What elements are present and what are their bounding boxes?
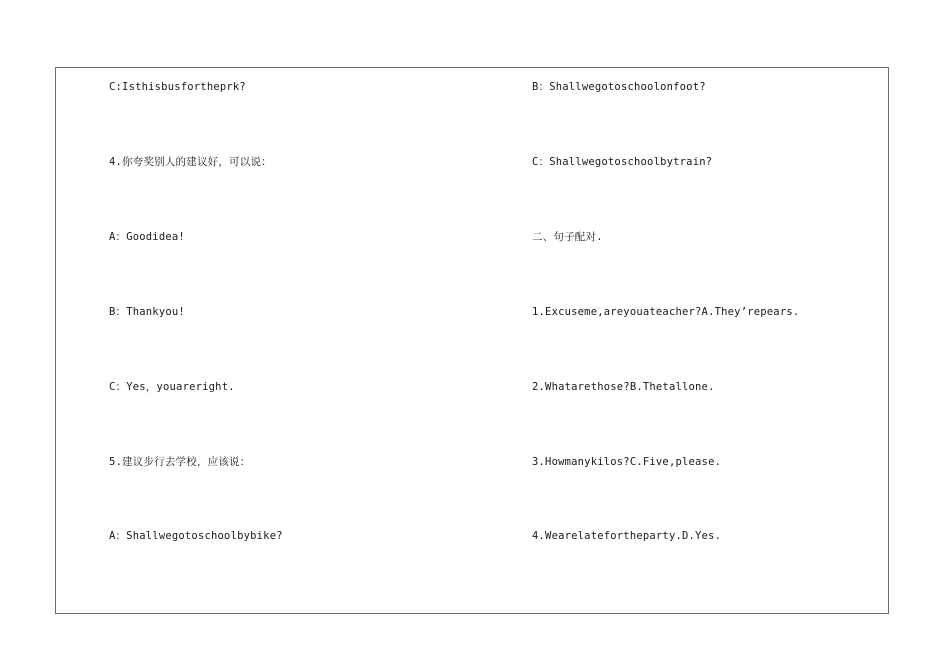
- matching-item-3: 3.Howmanykilos?C.Five,please.: [532, 456, 722, 468]
- left-line-1: C:Isthisbusfortheprk?: [109, 81, 246, 93]
- matching-item-1: 1.Excuseme,areyouateacher?A.They’repears.: [532, 306, 800, 318]
- left-line-5: C：Yes，youareright.: [109, 381, 235, 393]
- left-line-4: B：Thankyou!: [109, 306, 185, 318]
- right-line-1: B：Shallwegotoschoolonfoot?: [532, 81, 706, 93]
- left-line-3: A：Goodidea!: [109, 231, 185, 243]
- left-line-7: A：Shallwegotoschoolbybike?: [109, 530, 283, 542]
- question-5-prompt: 5.建议步行去学校，应该说：: [109, 456, 251, 468]
- matching-item-2: 2.Whatarethose?B.Thetallone.: [532, 381, 715, 393]
- matching-item-4: 4.Wearelatefortheparty.D.Yes.: [532, 530, 722, 542]
- right-line-2: C：Shallwegotoschoolbytrain?: [532, 156, 713, 168]
- question-4-prompt: 4.你夸奖别人的建议好，可以说：: [109, 156, 272, 168]
- section-heading: 二、句子配对.: [532, 231, 603, 243]
